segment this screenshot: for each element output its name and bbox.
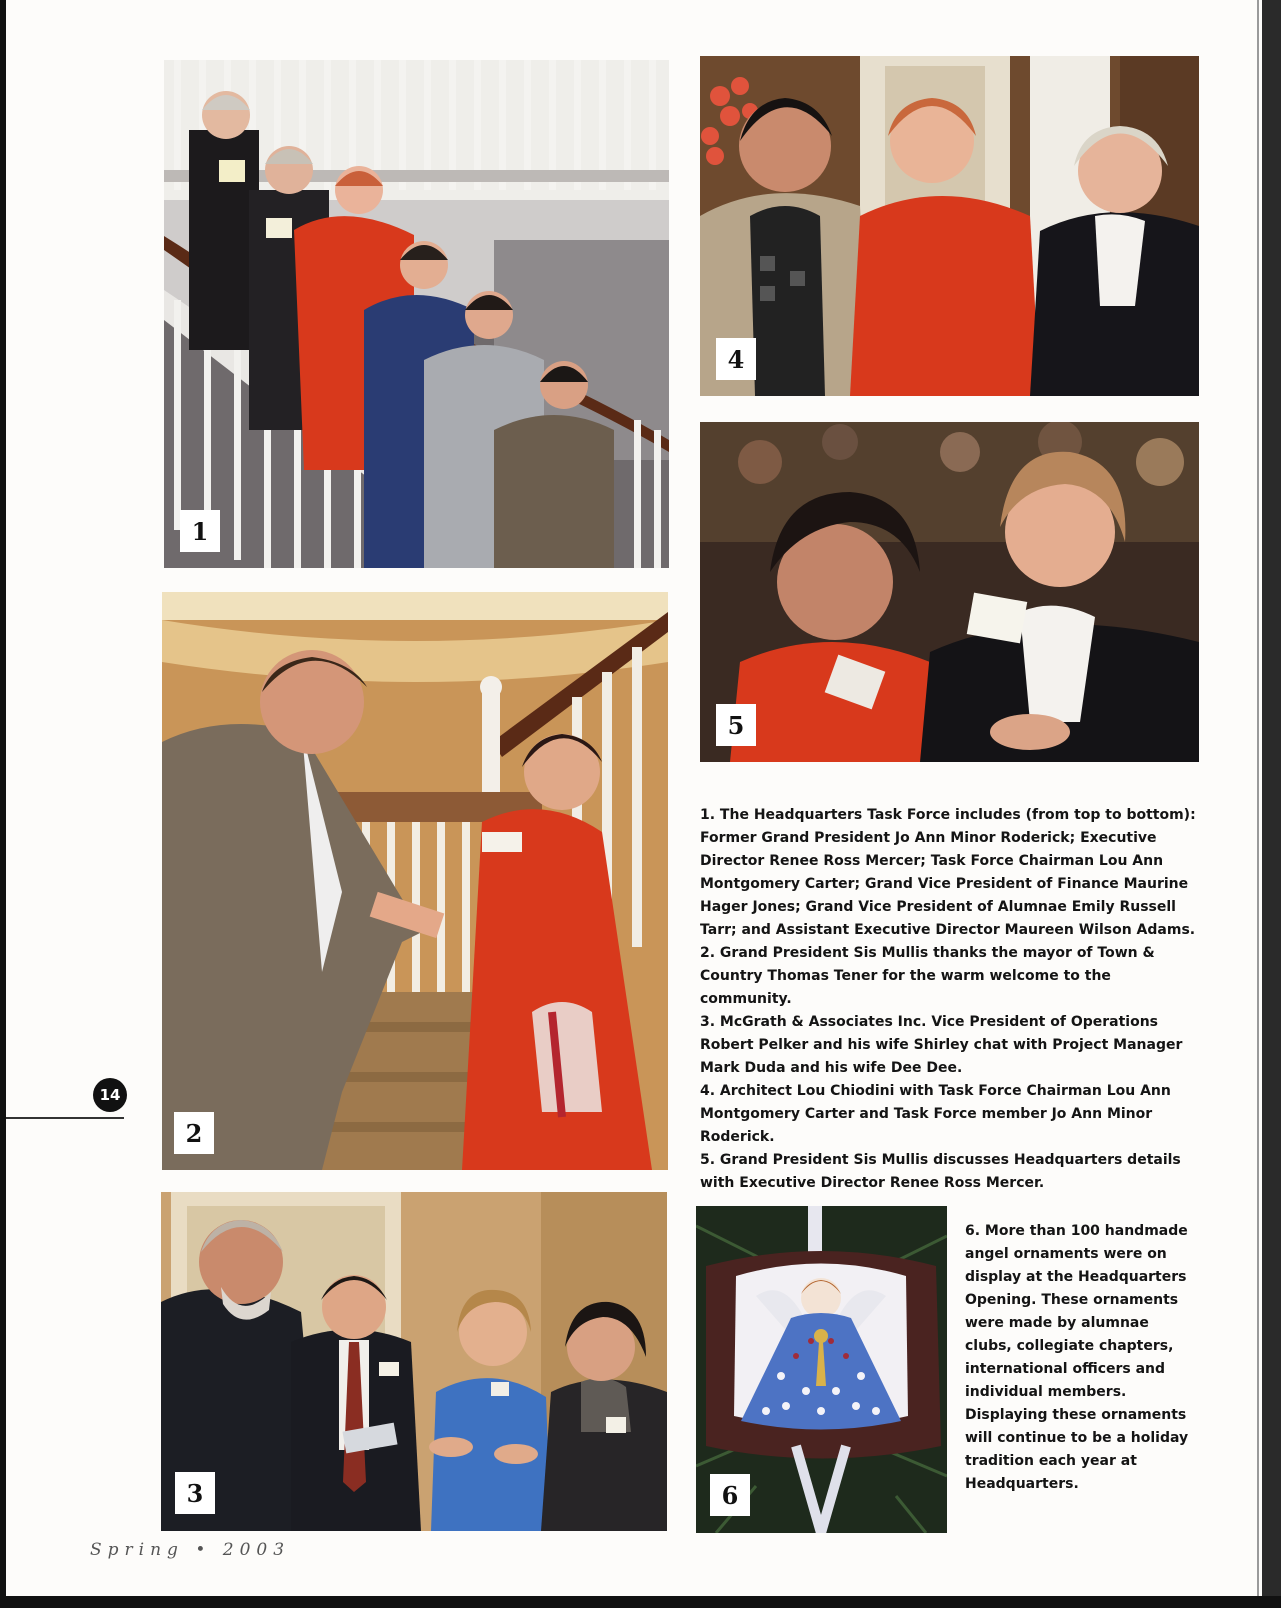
scan-edge-bottom (0, 1596, 1281, 1608)
photo-2 (162, 592, 668, 1170)
photo-1-image (164, 60, 669, 568)
caption-block-narrow (965, 1220, 1195, 1496)
photo-number: 5 (727, 710, 745, 740)
page-number: 14 (99, 1086, 121, 1104)
photo-number-badge (716, 338, 756, 380)
photo-number: 4 (727, 344, 745, 374)
caption-5: 5. Grand President Sis Mullis discusses Headquarters details with Executive Director Renee Ross Mercer. (700, 1152, 1181, 1191)
scan-edge-left (0, 0, 6, 1608)
caption-block (700, 804, 1200, 1195)
photo-number: 2 (185, 1118, 203, 1148)
photo-number-badge (710, 1474, 750, 1516)
caption-1: 1. The Headquarters Task Force includes (from top to bottom): Former Grand President Jo Ann Minor Roderick; Executive Director Renee Ross Mercer; Task Force Chairman Lou Ann Montgomery Carter; Grand Vice President of Finance Maurine Hager Jones; Grand Vice President of Alumnae Emily Russell Tarr; and Assistant Executive Director Maureen Wilson Adams. (700, 807, 1196, 938)
caption-3: 3. McGrath & Associates Inc. Vice President of Operations Robert Pelker and his wife Shirley chat with Project Manager Mark Duda and his wife Dee Dee. (700, 1014, 1183, 1076)
photo-number-badge (716, 704, 756, 746)
photo-5-image (700, 422, 1199, 762)
page-number-badge (93, 1078, 127, 1112)
scan-edge-right-line (1257, 0, 1259, 1608)
photo-number-badge (175, 1472, 215, 1514)
photo-number: 6 (721, 1480, 739, 1510)
photo-number: 3 (186, 1478, 204, 1508)
caption-2: 2. Grand President Sis Mullis thanks the mayor of Town & Country Thomas Tener for the warm welcome to the community. (700, 945, 1155, 1007)
caption-4: 4. Architect Lou Chiodini with Task Force Chairman Lou Ann Montgomery Carter and Task Force member Jo Ann Minor Roderick. (700, 1083, 1171, 1145)
photo-number-badge (174, 1112, 214, 1154)
photo-4 (700, 56, 1199, 396)
photo-1 (164, 60, 669, 568)
caption-6: 6. More than 100 handmade angel ornaments were on display at the Headquarters Opening. These ornaments were made by alumnae clubs, collegiate chapters, international officers and individual members. Displaying these ornaments will continue to be a holiday tradition each year at Headquarters. (965, 1223, 1189, 1492)
photo-2-image (162, 592, 668, 1170)
issue-footer: Spring • 2003 (90, 1540, 291, 1560)
photo-3-image (161, 1192, 667, 1531)
photo-4-image (700, 56, 1199, 396)
photo-number-badge (180, 510, 220, 552)
scan-edge-right (1262, 0, 1281, 1608)
photo-number: 1 (191, 516, 209, 546)
page-number-rule (6, 1117, 124, 1119)
photo-6 (696, 1206, 947, 1533)
photo-5 (700, 422, 1199, 762)
photo-3 (161, 1192, 667, 1531)
